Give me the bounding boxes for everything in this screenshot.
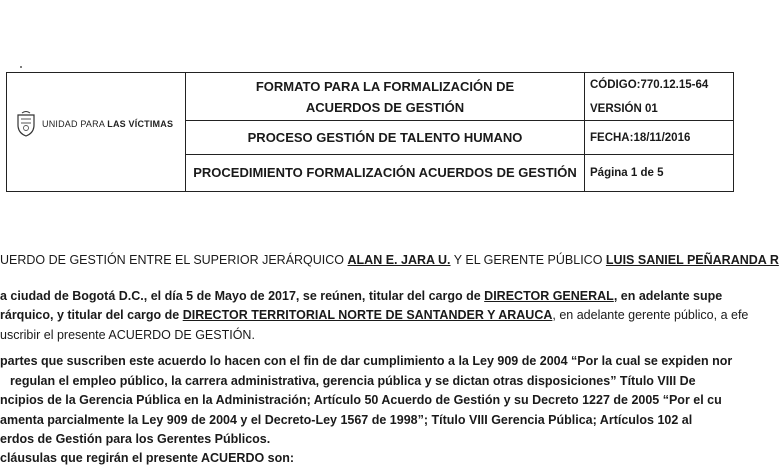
paragraph-line-3: uscribir el presente ACUERDO DE GESTIÓN. xyxy=(0,328,255,342)
document-code: CÓDIGO:770.12.15-64 xyxy=(590,79,709,91)
process-name: PROCESO GESTIÓN DE TALENTO HUMANO xyxy=(186,121,585,155)
procedure-name: PROCEDIMIENTO FORMALIZACIÓN ACUERDOS DE GESTIÓN xyxy=(186,155,585,191)
agreement-heading xyxy=(0,253,779,267)
paragraph-line-5: regulan el empleo público, la carrera administrativa, gerencia pública y se dictan otras disposiciones” Título VIII De xyxy=(10,374,696,388)
para1-text-b: , en adelante supe xyxy=(613,289,723,303)
superior-name: ALAN E. JARA U. xyxy=(347,253,451,267)
org-name: LAS VÍCTIMAS xyxy=(107,119,174,129)
superior-position: DIRECTOR GENERAL xyxy=(484,289,614,303)
page-number: Página 1 de 5 xyxy=(590,167,664,179)
form-title-line2: ACUERDOS DE GESTIÓN xyxy=(305,100,465,115)
document-header-table xyxy=(6,72,734,192)
para1-text-c: rárquico, y titular del cargo de xyxy=(0,308,183,322)
org-prefix: UNIDAD PARA xyxy=(42,119,108,129)
manager-name: LUIS SANIEL PEÑARANDA R xyxy=(605,253,779,267)
paragraph-line-6: ncipios de la Gerencia Pública en la Administración; Artículo 50 Acuerdo de Gestión y su Decreto 1227 de 2005 “Por el cu xyxy=(0,393,722,407)
coat-of-arms-icon xyxy=(15,111,37,137)
document-date: FECHA:18/11/2016 xyxy=(585,121,733,155)
paragraph-line-2 xyxy=(0,308,749,322)
form-title xyxy=(186,73,585,121)
paragraph-line-8: erdos de Gestión para los Gerentes Públicos. xyxy=(0,432,271,446)
form-title-line1: FORMATO PARA LA FORMALIZACIÓN DE xyxy=(255,79,515,94)
paragraph-line-4: partes que suscriben este acuerdo lo hacen con el fin de dar cumplimiento a la Ley 909 de 2004 “Por la cual se expiden nor xyxy=(0,354,733,368)
heading-text-a: UERDO DE GESTIÓN ENTRE EL SUPERIOR JERÁRQUICO xyxy=(0,253,348,267)
heading-text-b: Y EL GERENTE PÚBLICO xyxy=(450,253,606,267)
paragraph-line-1 xyxy=(0,289,740,303)
para1-text-d: , en adelante gerente público, a efe xyxy=(552,308,749,322)
paragraph-line-7: amenta parcialmente la Ley 909 de 2004 y el Decreto-Ley 1567 de 1998”; Título VIII Gerencia Pública; Artículos 102 al xyxy=(0,413,693,427)
manager-position: DIRECTOR TERRITORIAL NORTE DE SANTANDER Y ARAUCA xyxy=(182,308,553,322)
logo-cell xyxy=(7,73,186,191)
scan-speck xyxy=(20,66,22,68)
paragraph-line-9: cláusulas que regirán el presente ACUERDO son: xyxy=(0,451,295,465)
document-version: VERSIÓN 01 xyxy=(585,97,733,121)
logo xyxy=(15,111,173,137)
para1-text-a: a ciudad de Bogotá D.C., el día 5 de Mayo de 2017, se reúnen, titular del cargo de xyxy=(0,289,485,303)
org-logo-text xyxy=(42,119,173,129)
